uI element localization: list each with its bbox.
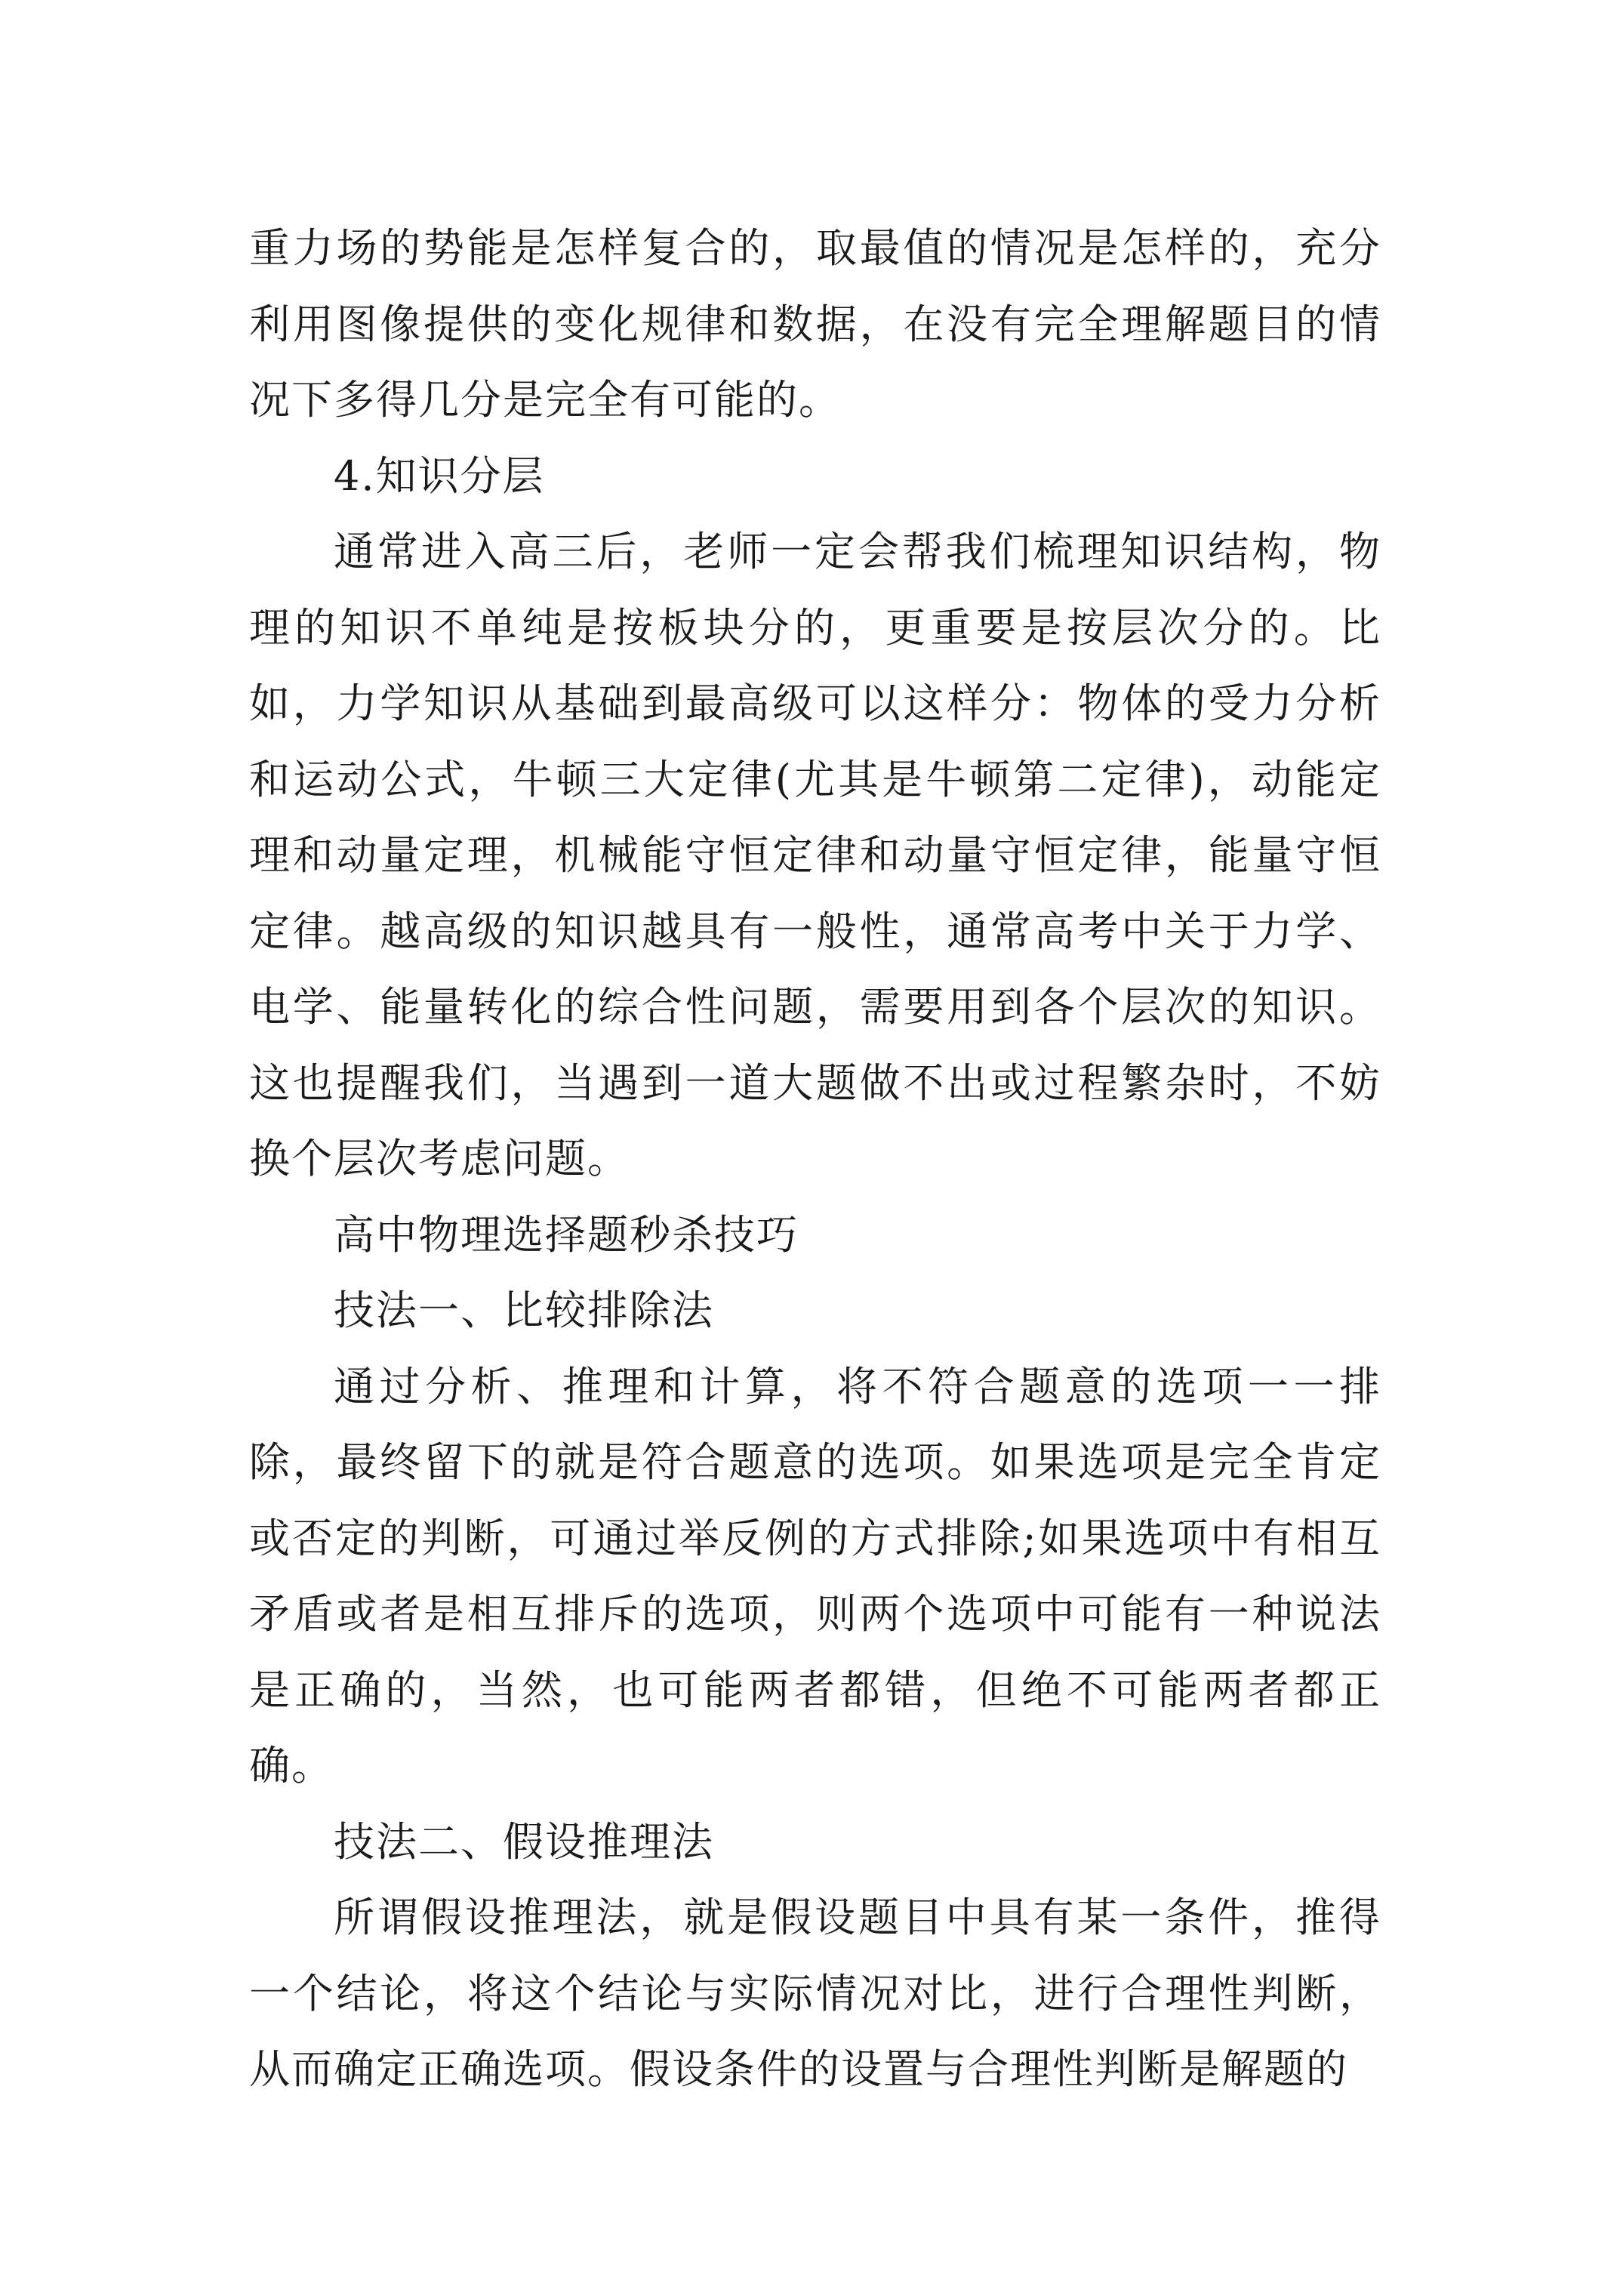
document-body: [249, 211, 1381, 2108]
section-heading-multiple-choice-tips: 高中物理选择题秒杀技巧: [334, 1210, 799, 1259]
paragraph-continuation: 重力场的势能是怎样复合的，取最值的情况是怎样的，充分利用图像提供的变化规律和数据，在没有完全理解题目的情况下多得几分是完全有可能的。: [249, 224, 1381, 424]
section-heading-technique-two: 技法二、假设推理法: [334, 1817, 714, 1866]
paragraph-knowledge-structure: 通常进入高三后，老师一定会帮我们梳理知识结构，物理的知识不单纯是按板块分的，更重要是按层次分的。比如，力学知识从基础到最高级可以这样分：物体的受力分析和运动公式，牛顿三大定律(尤其是牛顿第二定律)，动能定理和动量定理，机械能守恒定律和动量守恒定律，能量守恒定律。越高级的知识越具有一般性，通常高考中关于力学、电学、能量转化的综合性问题，需要用到各个层次的知识。这也提醒我们，当遇到一道大题做不出或过程繁杂时，不妨换个层次考虑问题。: [249, 528, 1381, 1182]
section-heading-knowledge-layering: 4.知识分层: [334, 451, 545, 500]
paragraph-elimination-method: 通过分析、推理和计算，将不符合题意的选项一一排除，最终留下的就是符合题意的选项。如果选项是完全肯定或否定的判断，可通过举反例的方式排除;如果选项中有相互矛盾或者是相互排斥的选项，则两个选项中可能有一种说法是正确的，当然，也可能两者都错，但绝不可能两者都正确。: [249, 1362, 1381, 1789]
paragraph-hypothesis-method: 所谓假设推理法，就是假设题目中具有某一条件，推得一个结论，将这个结论与实际情况对比，进行合理性判断，从而确定正确选项。假设条件的设置与合理性判断是解题的: [249, 1894, 1381, 2093]
section-heading-technique-one: 技法一、比较排除法: [334, 1287, 714, 1334]
